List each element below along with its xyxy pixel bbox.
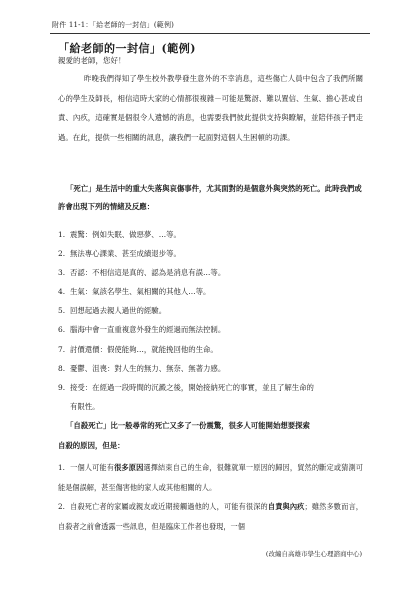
suicide-heading-line-1: 「自殺死亡」比一般尋常的死亡又多了一份震驚，很多人可能開始想要探索 — [66, 421, 310, 430]
list-item: 8. 憂鬱、沮喪：對人生的無力、無奈、無著力感。 — [58, 363, 226, 373]
header-rule — [50, 33, 370, 34]
list-item: 5. 回想起過去親人過世的經驗。 — [58, 306, 167, 316]
suicide-heading — [58, 416, 363, 456]
greeting: 親愛的老師，您好！ — [58, 56, 126, 65]
list-item: 6. 腦海中會一直重複意外發生的經過而無法控制。 — [58, 325, 226, 335]
suicide-heading-line-2: 自殺的原因，但是： — [58, 441, 125, 450]
list-item: 1. 震驚：例如失眠、做惡夢、…等。 — [58, 230, 181, 239]
attachment-header: 附件 11-1：「給老師的一封信」(範例) — [52, 21, 175, 29]
list-item: 2. 自殺死亡者的家屬或親友或近期接觸過他的人，可能有很深的自責與內疚；雖然多數而言，自殺者之前會透露一些訊息，但是臨床工作者也發現，一個 — [58, 502, 363, 531]
intro-paragraph: 昨晚我們得知了學生校外教學發生意外的不幸消息，這些傷亡人員中包含了我們所關心的學生及師長，相信這時大家的心情都很複雜－可能是驚訝、難以置信、生氣、擔心甚或自責、內疚，這確實是個很令人遺憾的消息，也需要我們彼此提供支持與瞭解，並陪伴孩子們走過。在此，提供一些相關的訊息，讓我們一起面對這個人生困頓的功課。 — [58, 74, 363, 142]
suicide-list — [58, 458, 363, 536]
death-heading: 「死亡」是生活中的重大失落與哀傷事件，尤其面對的是個意外與突然的死亡。此時我們或許會出現下列的情緒及反應： — [58, 184, 362, 211]
list-item: 1. 一個人可能有很多原因選擇結束自己的生命，很難就單一原因的歸因，貿然的斷定或猜測可能是個誤解，甚至傷害他的家人或其他相關的人。 — [58, 463, 363, 492]
list-item-continuation: 有限性。 — [70, 401, 100, 411]
letter-title: 「給老師的一封信」(範例) — [58, 42, 196, 55]
list-item: 7. 討價還價：假使能夠…，就能挽回他的生命。 — [58, 344, 218, 354]
list-item: 2. 無法專心課業、甚至成績退步等。 — [58, 249, 181, 259]
reaction-list — [58, 225, 363, 416]
list-item: 4. 生氣：氣該名學生、氣相關的其他人…等。 — [58, 287, 211, 297]
list-item: 9. 接受：在經過一段時間的沉澱之後，開始接納死亡的事實，並且了解生命的 — [58, 382, 314, 392]
source-note: (改編自高雄市學生心理諮商中心) — [265, 550, 362, 558]
list-item: 3. 否認：不相信這是真的、認為是消息有誤…等。 — [58, 268, 226, 278]
